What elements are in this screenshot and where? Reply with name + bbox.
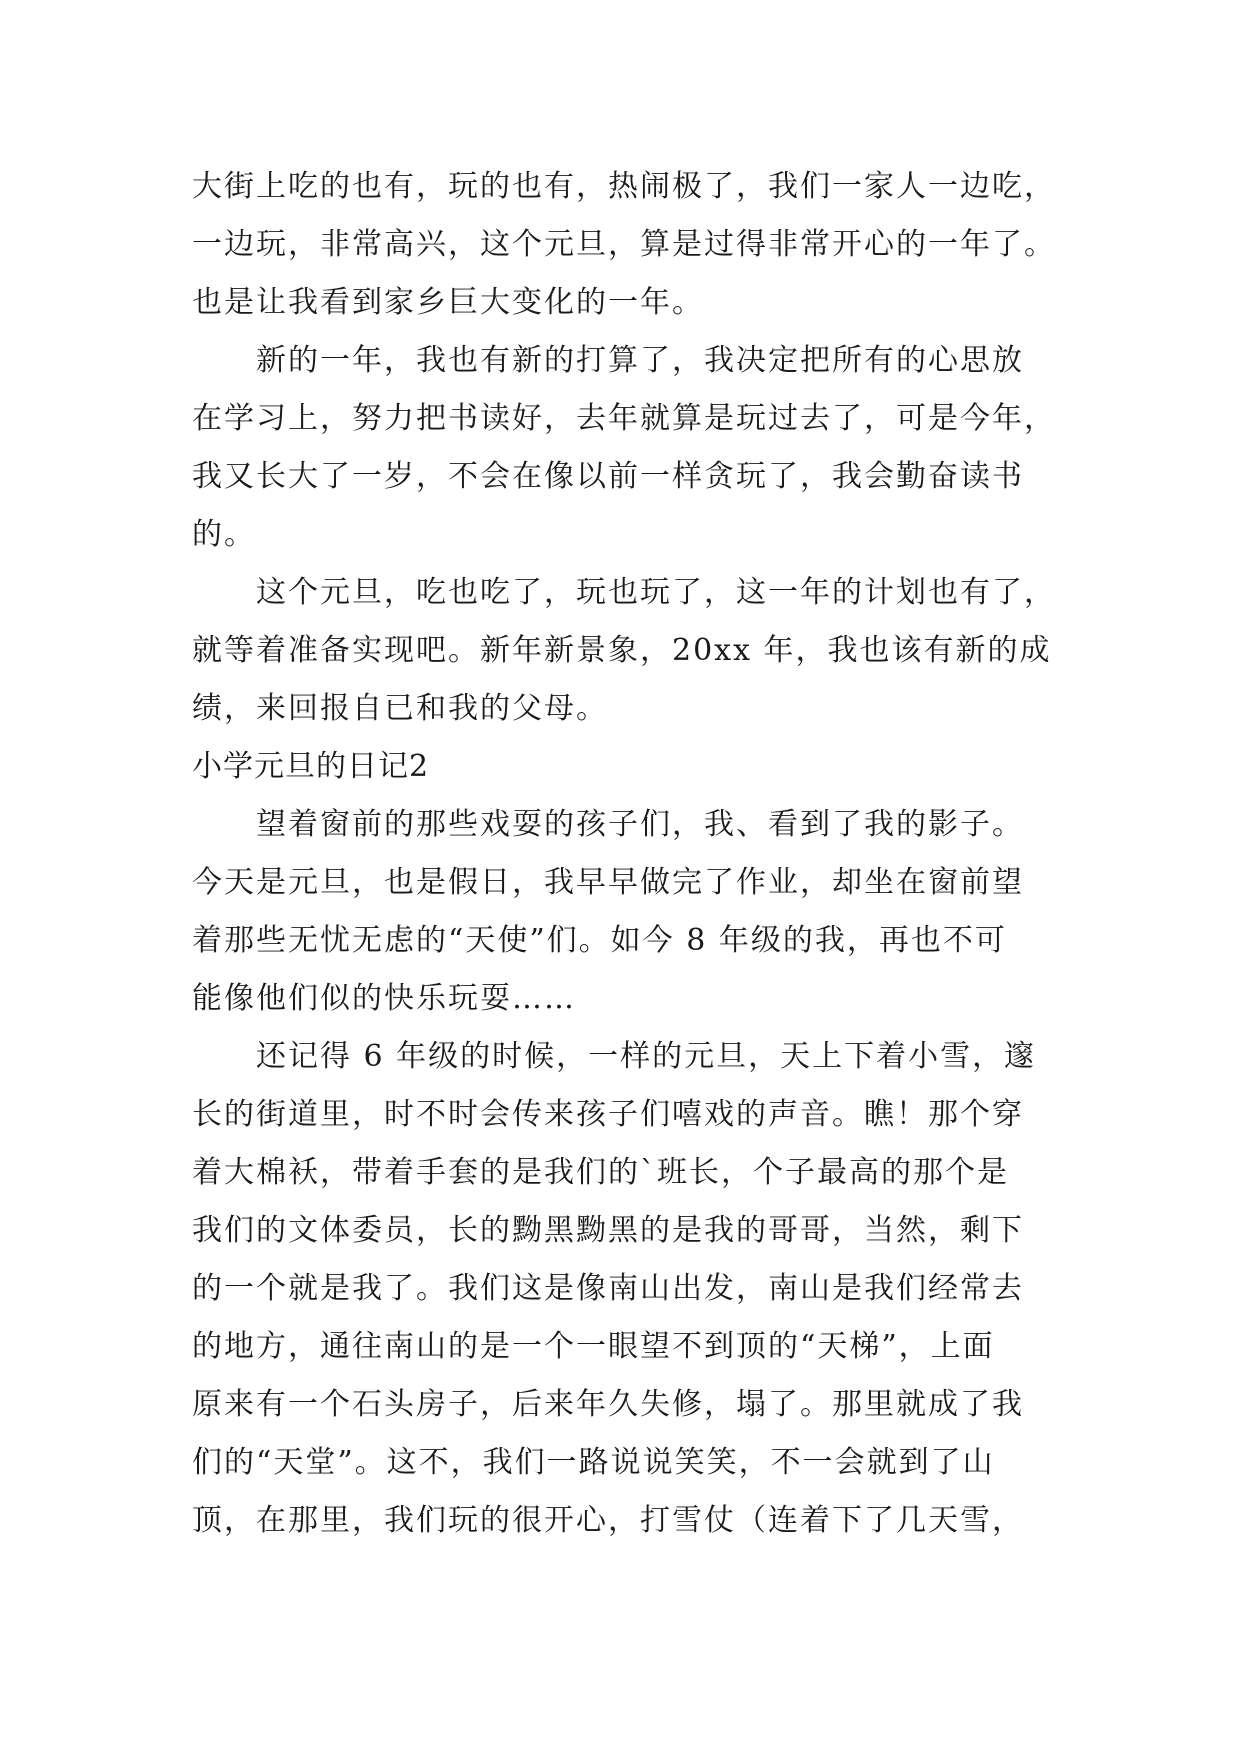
paragraph-line: 就等着准备实现吧。新年新景象，20xx 年，我也该有新的成	[192, 633, 1052, 668]
paragraph-line: 这个元旦，吃也吃了，玩也玩了，这一年的计划也有了，	[256, 575, 1056, 610]
paragraph-line: 望着窗前的那些戏耍的孩子们，我、看到了我的影子。	[256, 807, 1024, 842]
paragraph-line: 的。	[192, 517, 256, 552]
paragraph-line: 的地方，通往南山的是一个一眼望不到顶的“天梯”，上面	[192, 1329, 995, 1364]
paragraph-line: 大街上吃的也有，玩的也有，热闹极了，我们一家人一边吃，	[192, 169, 1056, 204]
paragraph-line: 一边玩，非常高兴，这个元旦，算是过得非常开心的一年了。	[192, 227, 1056, 262]
paragraph-line: 绩，来回报自已和我的父母。	[192, 691, 608, 726]
paragraph-line: 顶，在那里，我们玩的很开心，打雪仗（连着下了几天雪，	[192, 1503, 1024, 1538]
paragraph-line: 能像他们似的快乐玩耍……	[192, 981, 576, 1016]
paragraph-line: 也是让我看到家乡巨大变化的一年。	[192, 285, 704, 320]
paragraph	[192, 564, 1072, 738]
paragraph-line: 还记得 6 年级的时候，一样的元旦，天上下着小雪，邃	[256, 1039, 1037, 1074]
section-heading: 小学元旦的日记2	[192, 749, 430, 784]
paragraph-line: 新的一年，我也有新的打算了，我决定把所有的心思放	[256, 343, 1024, 378]
paragraph-line: 着大棉袄，带着手套的是我们的`班长，个子最高的那个是	[192, 1155, 1009, 1190]
paragraph-line: 长的街道里，时不时会传来孩子们嘻戏的声音。瞧！那个穿	[192, 1097, 1024, 1132]
paragraph-line: 着那些无忧无虑的“天使”们。如今 8 年级的我，再也不可	[192, 923, 1007, 958]
paragraph-line: 我们的文体委员，长的黝黑黝黑的是我的哥哥，当然，剩下	[192, 1213, 1024, 1248]
document-body	[192, 158, 1072, 1550]
paragraph-line: 们的“天堂”。这不，我们一路说说笑笑，不一会就到了山	[192, 1445, 995, 1480]
paragraph	[192, 158, 1072, 332]
paragraph-line: 的一个就是我了。我们这是像南山出发，南山是我们经常去	[192, 1271, 1024, 1306]
paragraph-line: 今天是元旦，也是假日，我早早做完了作业，却坐在窗前望	[192, 865, 1024, 900]
paragraph-line: 在学习上，努力把书读好，去年就算是玩过去了，可是今年，	[192, 401, 1056, 436]
paragraph	[192, 1028, 1072, 1550]
paragraph	[192, 796, 1072, 1028]
paragraph-line: 我又长大了一岁，不会在像以前一样贪玩了，我会勤奋读书	[192, 459, 1024, 494]
paragraph-line: 原来有一个石头房子，后来年久失修，塌了。那里就成了我	[192, 1387, 1024, 1422]
paragraph	[192, 332, 1072, 564]
